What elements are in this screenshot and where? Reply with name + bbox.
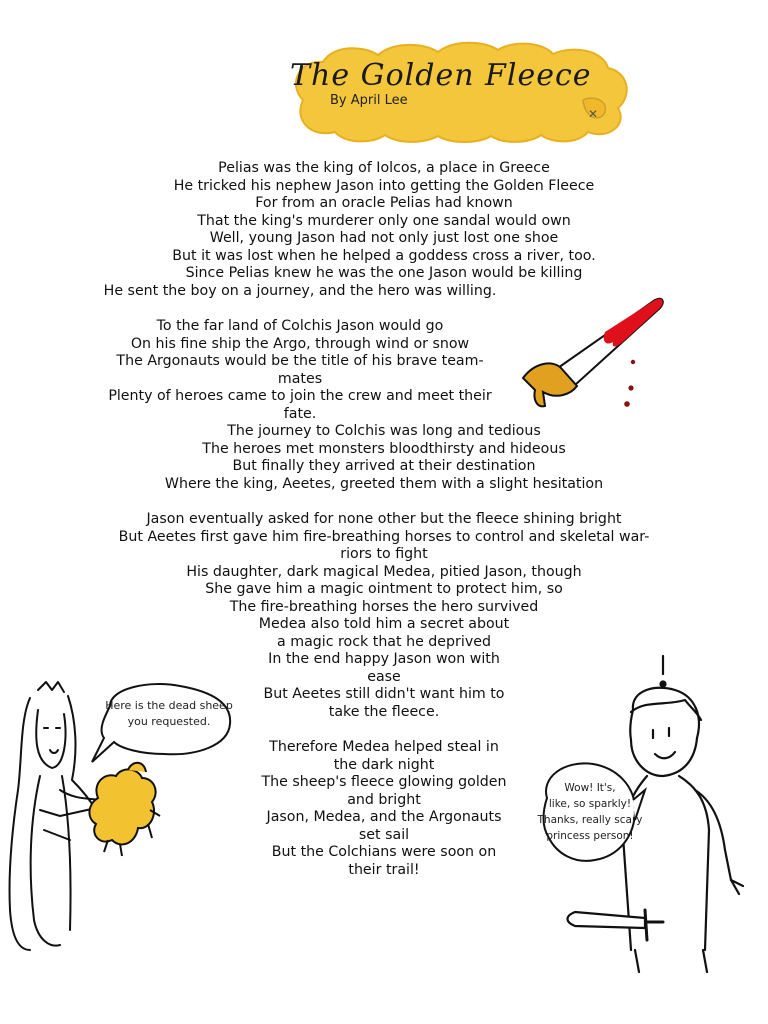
jason-speech xyxy=(538,780,643,844)
poem-line: That the king's murderer only one sandal would own xyxy=(197,213,571,229)
poem-line: Jason, Medea, and the Argonauts xyxy=(266,809,502,825)
poem-line: and bright xyxy=(347,792,421,808)
poem-line: Where the king, Aeetes, greeted them with a slight hesitation xyxy=(164,476,604,492)
poem-line: In the end happy Jason won with xyxy=(268,651,500,667)
jason-speech-line: Wow! It's, xyxy=(564,782,616,794)
poem-line: fate. xyxy=(283,406,317,422)
jason-speech-line: like, so sparkly! xyxy=(548,798,632,810)
poem-line: Pelias was the king of Iolcos, a place in Greece xyxy=(218,160,550,176)
poem-line: To the far land of Colchis Jason would go xyxy=(156,318,444,334)
jason-speech-line: princess person! xyxy=(546,830,634,842)
poem-line: But finally they arrived at their destination xyxy=(232,458,536,474)
poem-line: the dark night xyxy=(333,757,435,773)
poem-line: The journey to Colchis was long and tedious xyxy=(227,423,541,439)
poem-line: He tricked his nephew Jason into getting the Golden Fleece xyxy=(173,178,595,194)
author-byline: By April Lee xyxy=(330,93,408,108)
poem-line: Well, young Jason had not only just lost one shoe xyxy=(209,230,559,246)
poem-line: The sheep's fleece glowing golden xyxy=(261,774,507,790)
poem-line: Jason eventually asked for none other but the fleece shining bright xyxy=(146,511,622,527)
poem-line: mates xyxy=(277,371,323,387)
poem-line: The fire-breathing horses the hero survived xyxy=(229,599,539,615)
poem-line: The heroes met monsters bloodthirsty and hideous xyxy=(202,441,566,457)
medea-speech-line: Here is the dead sheep xyxy=(105,699,233,712)
jason-speech-line: Thanks, really scary xyxy=(537,814,643,826)
poem-line: a magic rock that he deprived xyxy=(277,634,491,650)
poem-line: He sent the boy on a journey, and the hero was willing. xyxy=(103,283,497,299)
poem-line: She gave him a magic ointment to protect him, so xyxy=(205,581,563,597)
poem-line: take the fleece. xyxy=(328,704,440,720)
poem-line: His daughter, dark magical Medea, pitied Jason, though xyxy=(186,564,582,580)
poem-line: riors to fight xyxy=(340,546,428,562)
poem-line: The Argonauts would be the title of his brave team- xyxy=(116,353,484,369)
poem-line: Medea also told him a secret about xyxy=(258,616,510,632)
bloody-knife-icon xyxy=(515,290,670,415)
poem-line: set sail xyxy=(358,827,410,843)
poem-line: Plenty of heroes came to join the crew and meet their xyxy=(108,388,492,404)
poem-line: their trail! xyxy=(348,862,420,878)
poem-line: Therefore Medea helped steal in xyxy=(269,739,499,755)
poem-line: But Aeetes first gave him fire-breathing horses to control and skeletal war- xyxy=(118,529,650,545)
poem-line: But the Colchians were soon on xyxy=(271,844,497,860)
poem-line: But Aeetes still didn't want him to xyxy=(263,686,505,702)
medea-speech-line: you requested. xyxy=(127,715,211,728)
poem-line: ease xyxy=(367,669,401,685)
poem-line: Since Pelias knew he was the one Jason would be killing xyxy=(185,265,583,281)
poem-line: On his fine ship the Argo, through wind or snow xyxy=(130,336,470,352)
page-title: The Golden Fleece xyxy=(290,58,592,93)
poem-line: But it was lost when he helped a goddess cross a river, too. xyxy=(172,248,596,264)
medea-speech xyxy=(105,698,233,730)
svg-text:✕: ✕ xyxy=(588,107,599,121)
poem-line: For from an oracle Pelias had known xyxy=(255,195,513,211)
